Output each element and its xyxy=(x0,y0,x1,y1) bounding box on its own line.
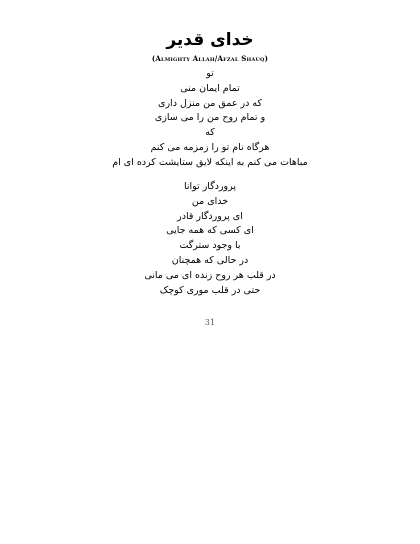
poem-subtitle: (Almighty Allah/Afzal Shauq) xyxy=(151,54,269,63)
poem-line: تو xyxy=(206,68,214,79)
poem-line: حتی در قلب موری کوچک xyxy=(159,284,261,296)
poem-line: در قلب هر روح زنده ای می مانی xyxy=(144,269,276,281)
poem-line: هرگاه نام تو را زمزمه می کنم xyxy=(150,141,270,153)
poem-line: تمام ایمان منی xyxy=(180,82,240,94)
poem-line: خدای من xyxy=(191,195,229,207)
poem-line: پروردگار توانا xyxy=(183,181,237,192)
page-number: 31 xyxy=(204,318,216,327)
poem-line: در حالی که همچنان xyxy=(171,254,249,266)
poem-line: و تمام روح من را می سازی xyxy=(154,112,266,124)
stanza-2 xyxy=(0,180,420,298)
stanza-1 xyxy=(0,67,420,171)
poem-line: ای کسی که همه جایی xyxy=(166,225,254,237)
poem-line: که xyxy=(205,127,215,139)
poem-line: ای پروردگار قادر xyxy=(177,210,243,222)
poem-line: با وجود سترگت xyxy=(179,240,241,252)
poem-line: که در عمق من منزل داری xyxy=(158,97,262,109)
poem-title: خدای قدیر xyxy=(166,30,254,50)
poem-line: مباهات می کنم به اینکه لایق ستایشت کرده ای ام xyxy=(112,156,308,168)
